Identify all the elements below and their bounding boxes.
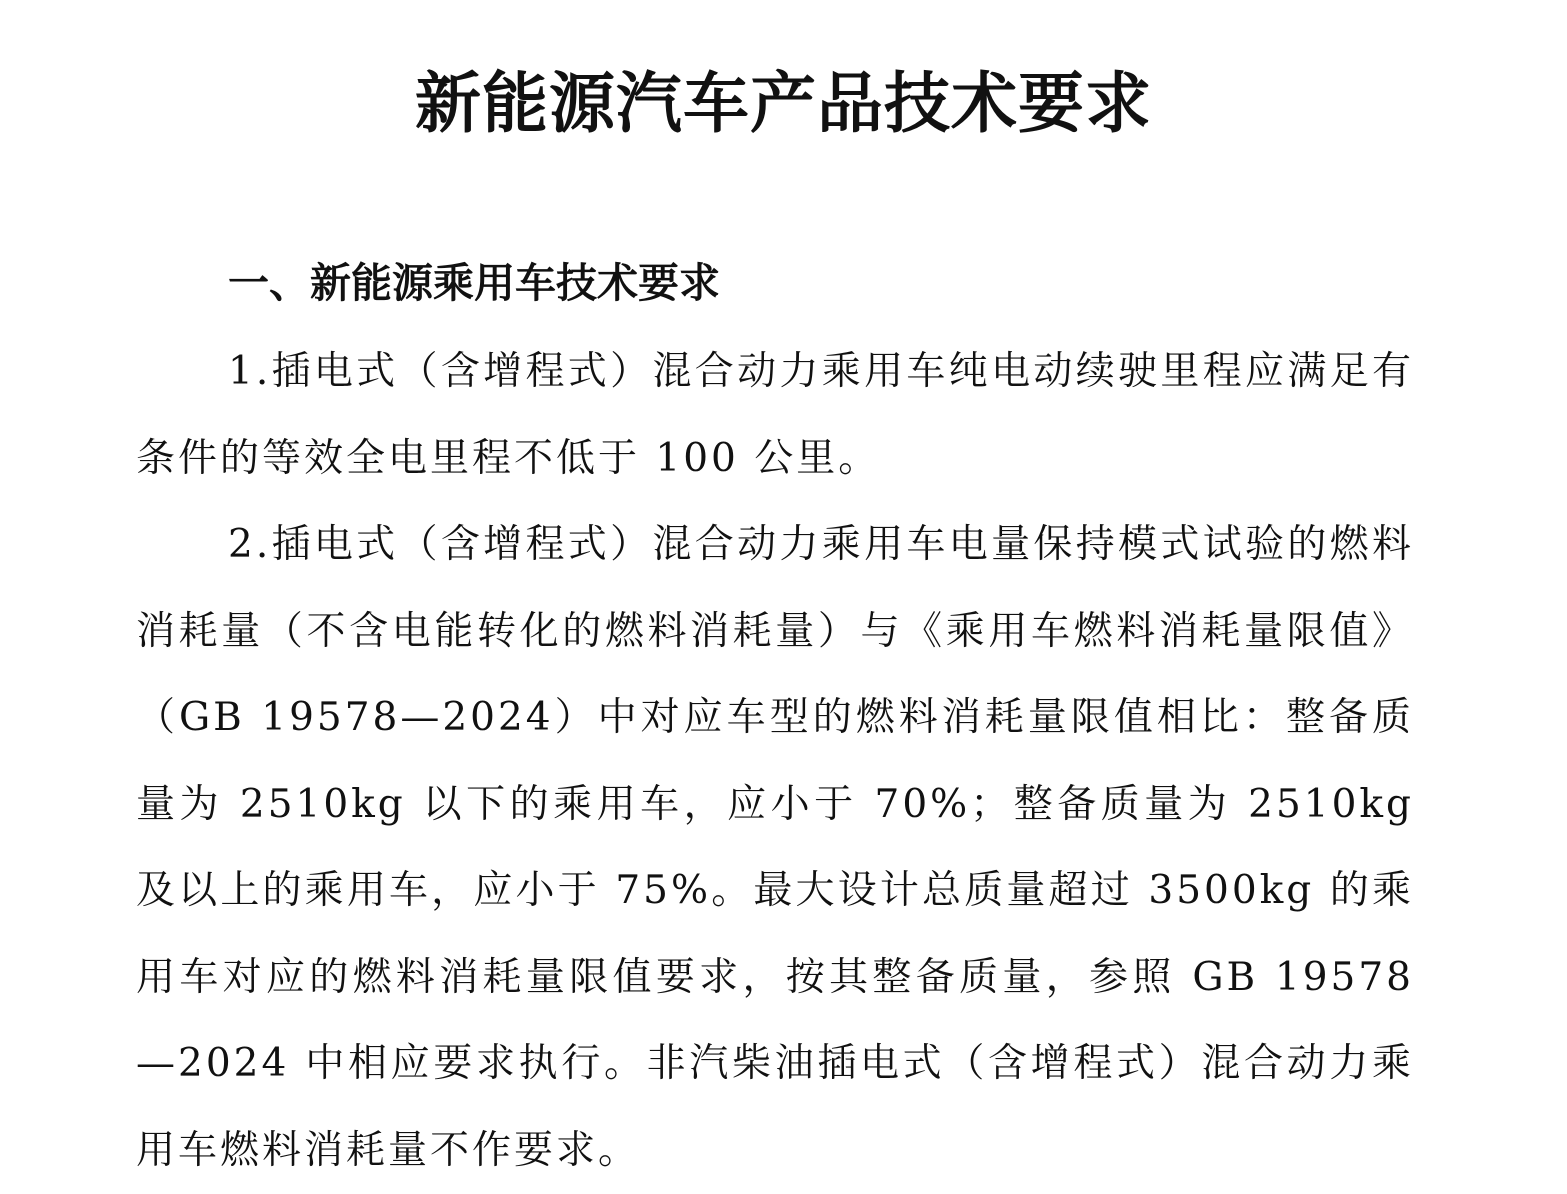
document-title: 新能源汽车产品技术要求 xyxy=(415,64,1152,142)
section-heading: 一、新能源乘用车技术要求 xyxy=(228,259,720,307)
paragraph-2: 2.插电式（含增程式）混合动力乘用车电量保持模式试验的燃料消耗量（不含电能转化的燃料消耗量）与《乘用车燃料消耗量限值》（GB 19578—2024）中对应车型的燃料消耗量限值相比：整备质量为 2510kg 以下的乘用车，应小于 70%；整备质量为 2510kg 及以上的乘用车，应小于 75%。最大设计总质量超过 3500kg 的乘用车对应的燃料消耗量限值要求，按其整备质量，参照 GB 19578—2024 中相应要求执行。非汽柴油插电式（含增程式）混合动力乘用车燃料消耗量不作要求。 xyxy=(136,522,1414,1173)
paragraph-1: 1.插电式（含增程式）混合动力乘用车纯电动续驶里程应满足有条件的等效全电里程不低于 100 公里。 xyxy=(136,349,1414,481)
